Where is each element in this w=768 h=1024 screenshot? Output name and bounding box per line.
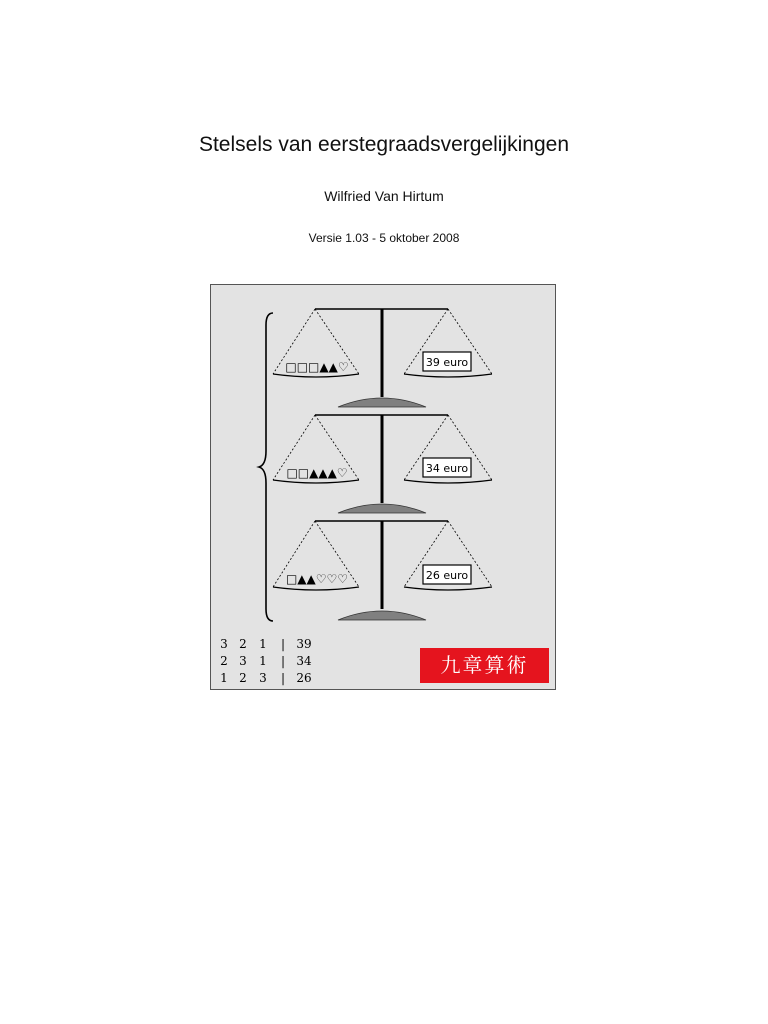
chinese-title-seal: 九章算術: [420, 648, 549, 683]
matrix-cell: 2: [220, 654, 228, 668]
document-author: Wilfried Van Hirtum: [324, 188, 444, 204]
left-symbols: □□▲▲▲♡: [286, 466, 348, 480]
matrix-separator: |: [280, 671, 286, 685]
document-title: Stelsels van eerstegraadsvergelijkingen: [198, 133, 570, 156]
right-pan: [404, 480, 492, 483]
coefficient-matrix: [220, 637, 312, 685]
matrix-row-2: [220, 654, 312, 668]
matrix-result: 39: [296, 637, 312, 651]
matrix-row-3: [220, 671, 311, 685]
document-version: Versie 1.03 - 5 oktober 2008: [308, 231, 460, 245]
balance-1: [273, 309, 492, 407]
matrix-cell: 1: [220, 671, 228, 685]
matrix-cell: 3: [239, 654, 247, 668]
left-pan: [273, 480, 359, 483]
matrix-result: 26: [296, 671, 312, 685]
balance-base: [338, 398, 426, 407]
matrix-result: 34: [296, 654, 312, 668]
matrix-cell: 2: [239, 671, 247, 685]
left-pan: [273, 587, 359, 590]
matrix-row-1: [220, 637, 311, 651]
price-label: 26 euro: [425, 569, 469, 582]
price-label: 39 euro: [425, 356, 469, 369]
left-symbols: □□□▲▲♡: [285, 360, 349, 374]
balance-2: [273, 415, 492, 513]
balance-illustration: [211, 285, 557, 691]
price-label: 34 euro: [425, 462, 469, 475]
matrix-cell: 1: [259, 654, 267, 668]
right-pan: [404, 587, 492, 590]
matrix-cell: 3: [259, 671, 267, 685]
matrix-separator: |: [280, 654, 286, 668]
left-pan: [273, 374, 359, 377]
left-symbols: □▲▲♡♡♡: [285, 572, 349, 586]
balance-figure: [210, 284, 556, 690]
balance-base: [338, 504, 426, 513]
balance-base: [338, 611, 426, 620]
system-brace: [259, 313, 273, 621]
matrix-separator: |: [280, 637, 286, 651]
right-pan: [404, 374, 492, 377]
matrix-cell: 2: [239, 637, 247, 651]
matrix-cell: 1: [259, 637, 267, 651]
balance-3: [273, 521, 492, 620]
matrix-cell: 3: [220, 637, 228, 651]
